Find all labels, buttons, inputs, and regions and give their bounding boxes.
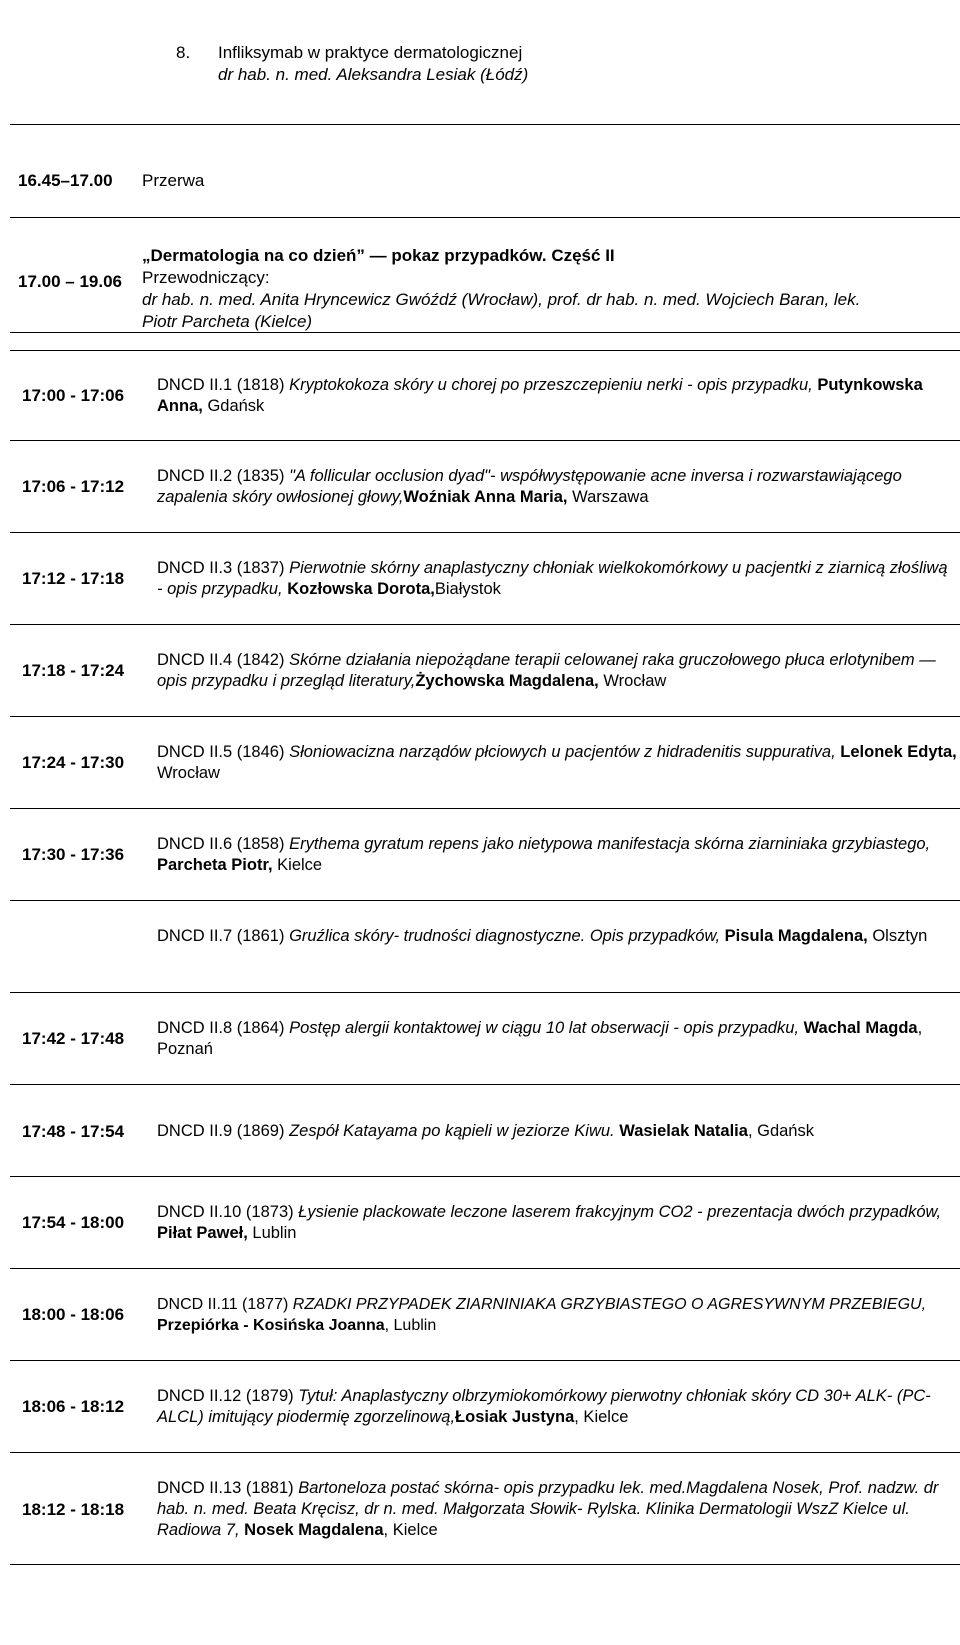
row-content: DNCD II.9 (1869) Zespół Katayama po kąpieli w jeziorze Kiwu. Wasielak Natalia, Gdańsk bbox=[157, 1122, 814, 1140]
row-time: 18:00 - 18:06 bbox=[22, 1305, 125, 1324]
divider bbox=[10, 1452, 960, 1453]
item-number: 8. bbox=[176, 43, 191, 62]
session-chairs-line2: Piotr Parcheta (Kielce) bbox=[142, 312, 313, 331]
divider bbox=[10, 992, 960, 993]
item-title: Infliksymab w praktyce dermatologicznej bbox=[218, 43, 523, 62]
row-content: DNCD II.8 (1864) Postęp alergii kontaktowej w ciągu 10 lat obserwacji - opis przypadku, Wachal Magda, Poznań bbox=[157, 1019, 923, 1058]
row-time: 18:12 - 18:18 bbox=[22, 1500, 125, 1519]
row-time: 17:06 - 17:12 bbox=[22, 477, 125, 496]
divider bbox=[10, 1360, 960, 1361]
row-time: 17:48 - 17:54 bbox=[22, 1122, 125, 1141]
row-content: DNCD II.2 (1835) "A follicular occlusion dyad"- współwystępowanie acne inversa i rozwarstawiającego zapalenia skóry owłosionej głowy,Woźniak Anna Maria, Warszawa bbox=[157, 467, 902, 506]
row-content: DNCD II.4 (1842) Skórne działania niepożądane terapii celowanej raka gruczołowego płuca erlotynibem — opis przypadku i przegląd literatury,Żychowska Magdalena, Wrocław bbox=[157, 651, 936, 690]
session-chairs-line1: dr hab. n. med. Anita Hryncewicz Gwóźdź (Wrocław), prof. dr hab. n. med. Wojciech Baran, lek. bbox=[142, 290, 861, 309]
divider bbox=[10, 1084, 960, 1085]
row-time: 17:24 - 17:30 bbox=[22, 753, 125, 772]
row-time: 17:42 - 17:48 bbox=[22, 1029, 125, 1048]
session-time: 17.00 – 19.06 bbox=[18, 272, 122, 291]
row-content: DNCD II.11 (1877) RZADKI PRZYPADEK ZIARNINIAKA GRZYBIASTEGO O AGRESYWNYM PRZEBIEGU, Przepiórka - Kosińska Joanna, Lublin bbox=[157, 1296, 927, 1334]
row-content: DNCD II.12 (1879) Tytuł: Anaplastyczny olbrzymiokomórkowy pierwotny chłoniak skóry CD 30+ ALK- (PC-ALCL) imitujący piodermię zgorzelinową,Łosiak Justyna, Kielce bbox=[157, 1387, 931, 1426]
divider bbox=[10, 1268, 960, 1269]
session-chairs-label: Przewodniczący: bbox=[142, 268, 270, 287]
row-content: DNCD II.1 (1818) Kryptokokoza skóry u chorej po przeszczepieniu nerki - opis przypadku, Putynkowska Anna, Gdańsk bbox=[157, 376, 923, 415]
divider bbox=[10, 217, 960, 218]
divider bbox=[10, 808, 960, 809]
divider bbox=[10, 1564, 960, 1565]
item-speaker: dr hab. n. med. Aleksandra Lesiak (Łódź) bbox=[218, 65, 529, 84]
row-time: 17:00 - 17:06 bbox=[22, 386, 125, 405]
divider bbox=[10, 440, 960, 441]
row-time: 17:12 - 17:18 bbox=[22, 569, 125, 588]
divider bbox=[10, 124, 960, 125]
row-time: 17:30 - 17:36 bbox=[22, 845, 125, 864]
divider bbox=[10, 716, 960, 717]
break-time: 16.45–17.00 bbox=[18, 171, 113, 190]
row-content: DNCD II.7 (1861) Gruźlica skóry- trudności diagnostyczne. Opis przypadków, Pisula Magdalena, Olsztyn bbox=[157, 927, 928, 945]
session-title: „Dermatologia na co dzień” — pokaz przypadków. Część II bbox=[142, 246, 615, 265]
row-content: DNCD II.3 (1837) Pierwotnie skórny anaplastyczny chłoniak wielkokomórkowy u pacjentki z ziarnicą złośliwą - opis przypadku, Kozłowska Dorota,Białystok bbox=[157, 559, 948, 598]
row-time: 18:06 - 18:12 bbox=[22, 1397, 125, 1416]
program-item-8 bbox=[176, 42, 528, 86]
divider bbox=[10, 900, 960, 901]
row-content: DNCD II.10 (1873) Łysienie plackowate leczone laserem frakcyjnym CO2 - prezentacja dwóch przypadków, Piłat Paweł, Lublin bbox=[157, 1203, 942, 1242]
row-time: 17:18 - 17:24 bbox=[22, 661, 125, 680]
row-content: DNCD II.6 (1858) Erythema gyratum repens jako nietypowa manifestacja skórna ziarniniaka grzybiastego, Parcheta Piotr, Kielce bbox=[157, 835, 931, 874]
divider bbox=[10, 1176, 960, 1177]
divider bbox=[10, 624, 960, 625]
divider bbox=[10, 350, 960, 351]
break-label: Przerwa bbox=[142, 171, 205, 190]
row-time: 17:54 - 18:00 bbox=[22, 1213, 125, 1232]
divider bbox=[10, 332, 960, 333]
row-content: DNCD II.13 (1881) Bartoneloza postać skórna- opis przypadku lek. med.Magdalena Nosek, Prof. nadzw. dr hab. n. med. Beata Kręcisz, dr n. med. Małgorzata Słowik- Rylska. Klinika Dermatologii WszZ Kielce ul. Radiowa 7, Nosek Magdalena, Kielce bbox=[157, 1479, 939, 1539]
row-content: DNCD II.5 (1846) Słoniowacizna narządów płciowych u pacjentów z hidradenitis suppurativa, Lelonek Edyta, Wrocław bbox=[157, 743, 957, 782]
divider bbox=[10, 532, 960, 533]
